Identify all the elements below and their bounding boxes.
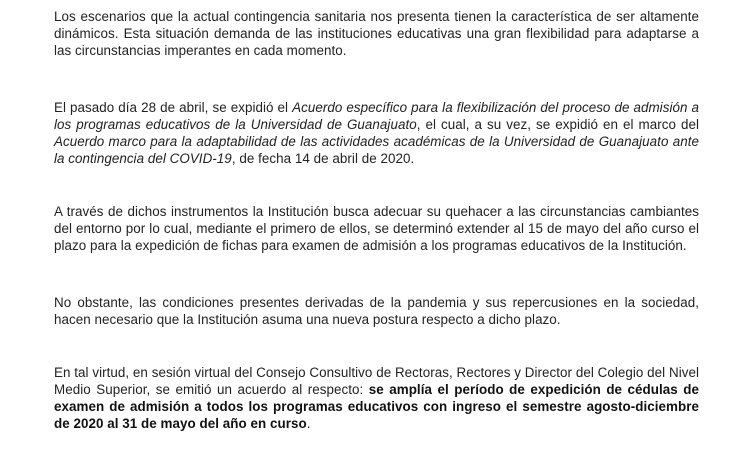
acuerdo-marco-title: Acuerdo marco para la adaptabilidad de las actividades académicas de la Universidad de Guanajuato ante la contingencia del COVID-19 [54,134,699,166]
document-body [54,8,699,432]
ampliacion-announcement: se amplía el período de expedición de cédulas de examen de admisión a todos los programas educativos con ingreso el semestre agosto-diciembre de 2020 al 31 de mayo del año en curso [54,382,699,431]
acuerdo-especifico-title: Acuerdo específico para la flexibilización del proceso de admisión a los programas educativos de la Universidad de Guanajuato [54,100,699,132]
paragraph-tal-virtud [54,364,699,432]
paragraph-text: , el cual, a su vez, se expidió en el marco del [416,117,699,132]
paragraph-text: . [306,416,311,431]
paragraph-text: , de fecha 14 de abril de 2020. [231,151,415,166]
paragraph-acuerdo-especifico [54,99,699,167]
paragraph-text: El pasado día 28 de abril, se expidió el [54,100,293,115]
paragraph-text: En tal virtud, en sesión virtual del Consejo Consultivo de Rectoras, Rectores y Director del Colegio del Nivel Medio Superior, se emitió un acuerdo al respecto: [54,365,699,397]
paragraph-contingencia: Los escenarios que la actual contingencia sanitaria nos presenta tienen la característica de ser altamente dinámicos. Esta situación demanda de las instituciones educativas una gran flexibilidad para adaptarse a las circunstancias imperantes en cada momento. [54,9,699,58]
paragraph-no-obstante: No obstante, las condiciones presentes derivadas de la pandemia y sus repercusiones en la sociedad, hacen necesario que la Institución asuma una nueva postura respecto a dicho plazo. [54,295,699,327]
paragraph-instrumentos: A través de dichos instrumentos la Institución busca adecuar su quehacer a las circunstancias cambiantes del entorno por lo cual, mediante el primero de ellos, se determinó extender al 15 de mayo del año curso el plazo para la expedición de fichas para examen de admisión a los programas educativos de la Institución. [54,204,699,253]
